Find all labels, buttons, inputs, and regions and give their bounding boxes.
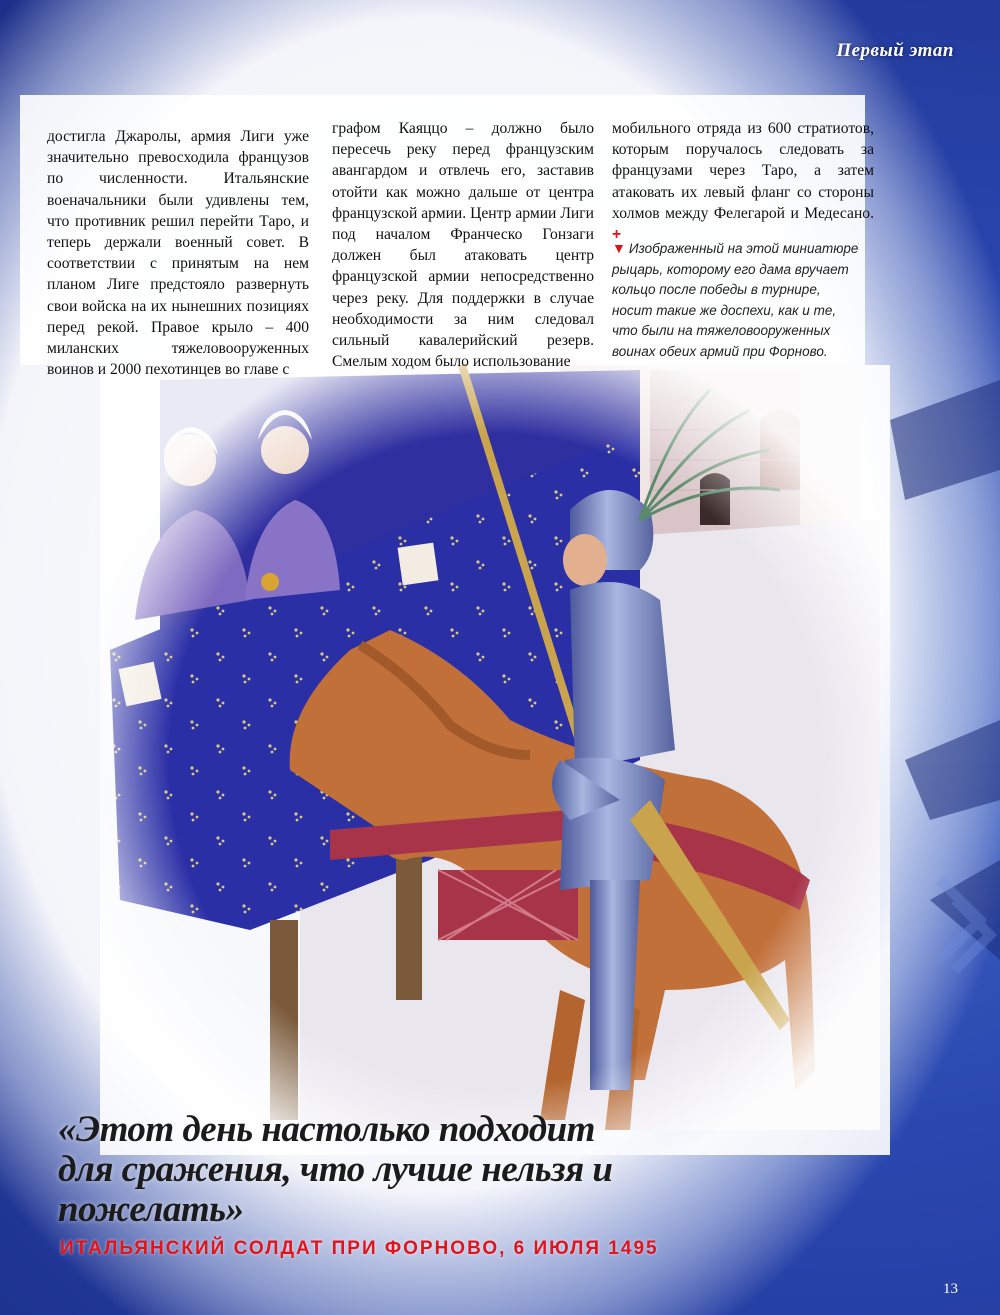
quote-attribution: ИТАЛЬЯНСКИЙ СОЛДАТ ПРИ ФОРНОВО, 6 ИЮЛЯ 1495	[60, 1238, 659, 1259]
caption-triangle-icon: ▼	[612, 240, 626, 256]
end-mark: +	[612, 226, 622, 244]
section-label: Первый этап	[836, 40, 954, 61]
pull-quote: «Этот день настолько подходит для сражения, что лучше нельзя и пожелать»	[58, 1109, 613, 1230]
image-caption	[612, 238, 862, 362]
page-number: 13	[943, 1281, 958, 1297]
text-column-3	[612, 118, 874, 245]
caption-text: Изображенный на этой миниатюре рыцарь, которому его дама вручает кольцо после победы в турнире, носит такие же доспехи, как и те, что были на тяжеловооруженных воинах обеих армий при Форново.	[612, 241, 859, 359]
miniature-illustration	[100, 365, 890, 1155]
text-column-1: достигла Джаролы, армия Лиги уже значительно превосходила французов по численности. Итальянские военачальники были удивлены тем, что противник решил перейти Таро, и теперь держали военный совет. В соответствии с принятым на нем планом Лиге предстояло развернуть свои войска на их нынешних позициях перед рекой. Правое крыло – 400 миланских тяжеловооруженных воинов и 2000 пехотинцев во главе с	[47, 128, 309, 379]
text-column-3-body: мобильного отряда из 600 стратиотов, которым поручалось следовать за французами через Таро, а затем атаковать их левый фланг со стороны холмов между Фелегарой и Медесано.	[612, 120, 874, 222]
text-column-2: графом Каяццо – должно было пересечь реку перед французским авангардом и отвлечь его, заставив отойти как можно дальше от центра французской армии. Центр армии Лиги под началом Франческо Гонзаги должен был атаковать центр французской армии непосредственно через реку. Для поддержки в случае необходимости за ним следовал сильный кавалерийский резерв. Смелым ходом было использование	[332, 120, 594, 371]
